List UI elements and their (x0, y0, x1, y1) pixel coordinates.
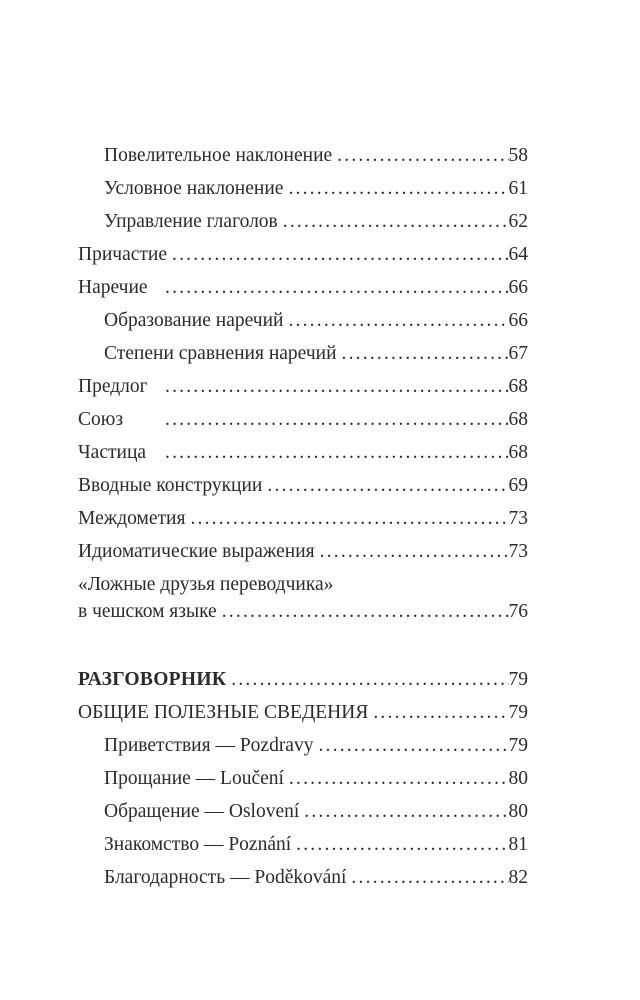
toc-entry-page: 68 (508, 376, 528, 397)
toc-entry-page: 73 (508, 541, 528, 562)
toc-entry-label: РАЗГОВОРНИК (78, 669, 227, 690)
toc-entry (78, 762, 528, 795)
toc-entry-label: Повелительное наклонение (104, 145, 333, 166)
toc-entry-label: Идиоматические выражения (78, 541, 315, 562)
toc-entry (78, 469, 528, 502)
dot-leader (288, 304, 508, 337)
toc-entry (78, 205, 528, 238)
toc-entry-page: 67 (508, 343, 528, 364)
toc-entry (78, 139, 528, 172)
toc-entry (78, 172, 528, 205)
table-of-contents (78, 139, 528, 894)
toc-entry (78, 238, 528, 271)
dot-leader (304, 795, 508, 828)
dot-leader (296, 828, 508, 861)
dot-leader (283, 205, 509, 238)
toc-entry (78, 568, 528, 595)
toc-entry-page: 80 (508, 768, 528, 789)
dot-leader (337, 139, 508, 172)
toc-entry (78, 795, 528, 828)
toc-entry-label: Знакомство — Poznání (104, 834, 292, 855)
toc-entry-label: Наречие (78, 277, 148, 298)
toc-entry-label: Причастие (78, 244, 167, 265)
toc-entry-label: Прощание — Loučení (104, 768, 284, 789)
toc-entry-page: 69 (508, 475, 528, 496)
toc-entry-label: Управление глаголов (104, 211, 278, 232)
toc-entry-label: Образование наречий (104, 310, 284, 331)
dot-leader (222, 595, 509, 628)
toc-entry-page: 66 (508, 310, 528, 331)
dot-leader (165, 271, 509, 304)
dot-leader (231, 663, 508, 696)
toc-entry (78, 729, 528, 762)
toc-entry-label: Степени сравнения наречий (104, 343, 337, 364)
toc-entry (78, 337, 528, 370)
dot-leader (172, 238, 509, 271)
toc-entry-label: Предлог (78, 376, 148, 397)
toc-entry-label: Частица (78, 442, 147, 463)
dot-leader (165, 436, 509, 469)
toc-entry-label: Вводные конструкции (78, 475, 263, 496)
toc-entry-label: Обращение — Oslovení (104, 801, 300, 822)
toc-entry-page: 61 (508, 178, 528, 199)
toc-entry (78, 828, 528, 861)
toc-entry-page: 76 (508, 601, 528, 622)
toc-entry-label: Условное наклонение (104, 178, 284, 199)
dot-leader (267, 469, 508, 502)
toc-entry-label: ОБЩИЕ ПОЛЕЗНЫЕ СВЕДЕНИЯ (78, 702, 369, 723)
dot-leader (190, 502, 508, 535)
toc-entry-label: Приветствия — Pozdravy (104, 735, 314, 756)
toc-entry (78, 271, 528, 304)
dot-leader (289, 762, 509, 795)
toc-entry (78, 663, 528, 696)
toc-entry-label: «Ложные друзья переводчика» (78, 574, 334, 595)
dot-leader (342, 337, 509, 370)
toc-entry-page: 82 (508, 867, 528, 888)
dot-leader (351, 861, 508, 894)
toc-entry-page: 79 (508, 702, 528, 723)
toc-entry (78, 370, 528, 403)
toc-entry-page: 80 (508, 801, 528, 822)
dot-leader (288, 172, 508, 205)
section-gap (78, 628, 528, 663)
toc-entry (78, 861, 528, 894)
toc-entry-page: 79 (508, 669, 528, 690)
dot-leader (165, 370, 509, 403)
dot-leader (373, 696, 508, 729)
toc-entry (78, 535, 528, 568)
toc-entry-label: Благодарность — Poděkování (104, 867, 347, 888)
dot-leader (318, 729, 508, 762)
toc-entry-label: Союз (78, 409, 124, 430)
toc-entry-page: 68 (508, 442, 528, 463)
toc-entry (78, 304, 528, 337)
toc-entry (78, 696, 528, 729)
toc-entry-page: 66 (508, 277, 528, 298)
toc-entry (78, 403, 528, 436)
toc-entry-page: 68 (508, 409, 528, 430)
toc-entry-page: 81 (508, 834, 528, 855)
dot-leader (320, 535, 509, 568)
toc-entry-label: в чешском языке (78, 601, 217, 622)
toc-entry-label: Междометия (78, 508, 186, 529)
toc-entry-page: 73 (508, 508, 528, 529)
toc-entry-page: 58 (508, 145, 528, 166)
toc-entry (78, 436, 528, 469)
toc-entry (78, 502, 528, 535)
toc-entry-page: 62 (508, 211, 528, 232)
toc-entry-page: 79 (508, 735, 528, 756)
toc-entry-page: 64 (508, 244, 528, 265)
toc-entry (78, 595, 528, 628)
dot-leader (165, 403, 509, 436)
